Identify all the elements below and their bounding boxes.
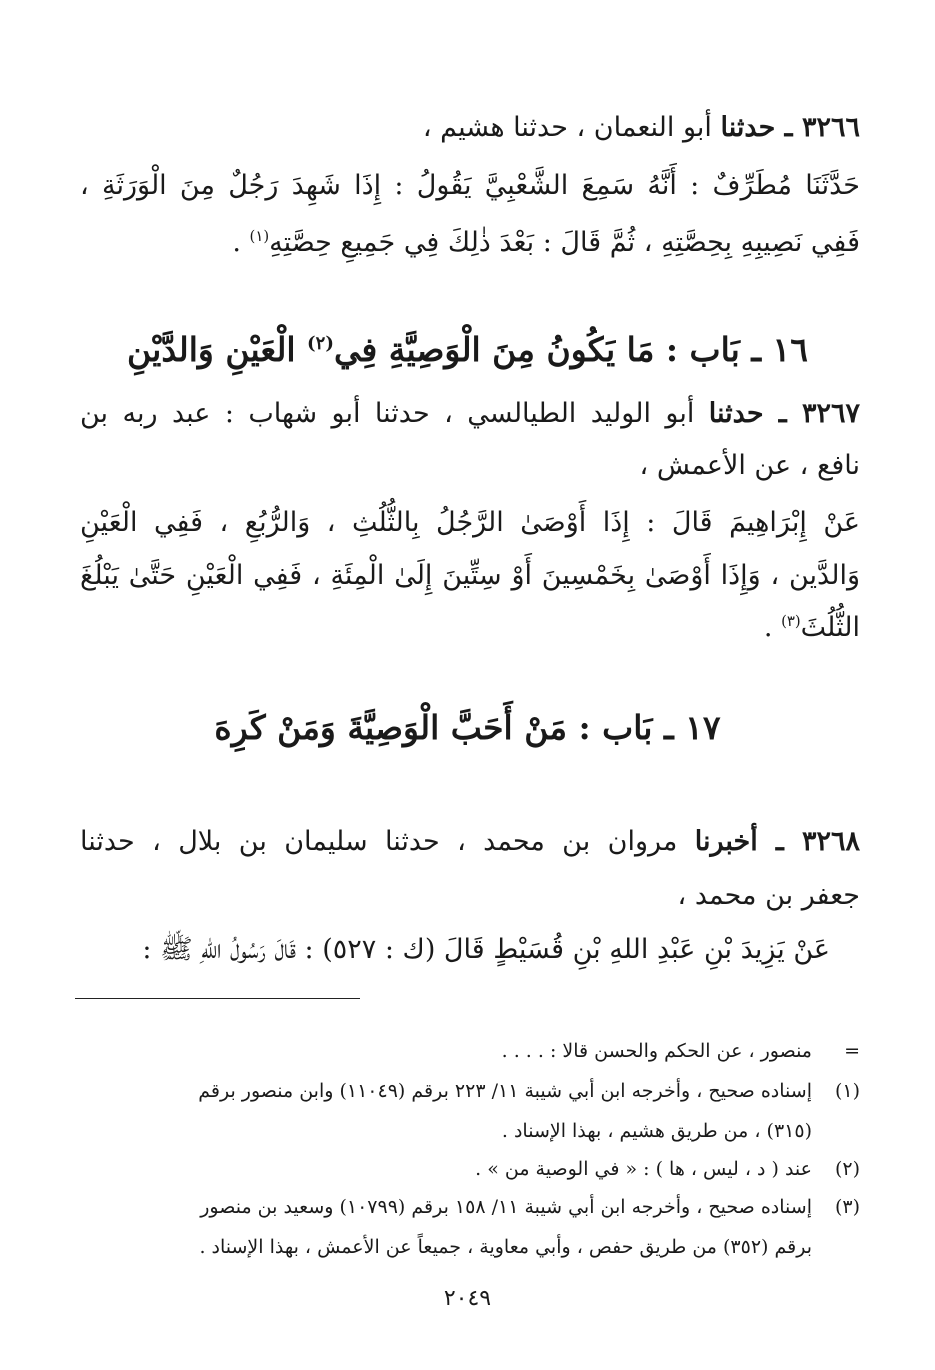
footnote-number: (٢) bbox=[834, 1158, 860, 1180]
hadith-3267-matn-line-2: وَالدَّين ، وَإِذَا أَوْصَىٰ بِخَمْسِينَ أَوْ سِتِّينَ إِلَىٰ الْمِئَةِ ، فَفِي الْعَيْنِ حَتَّىٰ يَبْلُغَ bbox=[80, 560, 860, 591]
footnote-number: (١) bbox=[834, 1080, 860, 1102]
hadith-3266-isnad-line-1: ٣٢٦٦ ـ حدثنا أبو النعمان ، حدثنا هشيم ، bbox=[422, 112, 860, 143]
footnote-1-line-1: (١) إسناده صحيح ، وأخرجه ابن أبي شيبة ١١/ ٢٢٣ برقم (١١٠٤٩) وابن منصور برقم bbox=[198, 1080, 860, 1102]
hadith-number: ٣٢٦٦ ـ حدثنا bbox=[720, 112, 860, 143]
footnote-1-line-2: (٣١٥) ، من طريق هشيم ، بهذا الإسناد . bbox=[501, 1120, 812, 1142]
hadith-3267-isnad-line-2: نافع ، عن الأعمش ، bbox=[639, 450, 860, 481]
footnote-ref: (٢) bbox=[307, 333, 334, 354]
footnote-2-line-1: (٢) عند ( د ، ليس ، ها ) : « في الوصية من » . bbox=[475, 1158, 860, 1180]
chapter-heading-16: ١٦ ـ بَاب : مَا يَكُونُ مِنَ الْوَصِيَّةِ فِي$^{(٢)}$ الْعَيْنِ وَالدَّيْنِ bbox=[127, 330, 808, 369]
hadith-3267-isnad-line-1: ٣٢٦٧ ـ حدثنا أبو الوليد الطيالسي ، حدثنا أبو شهاب : عبد ربه بن bbox=[80, 398, 860, 429]
continuation-marker: = bbox=[844, 1040, 860, 1062]
footnote-ref: (٣) bbox=[781, 612, 801, 630]
hadith-3268-isnad-line-2: جعفر بن محمد ، bbox=[677, 880, 860, 911]
page-number: ٢٠٤٩ bbox=[443, 1286, 492, 1311]
hadith-3266-matn-line-1: حَدَّثَنَا مُطَرِّفٌ : أَنَّهُ سَمِعَ الشَّعْبِيَّ يَقُولُ : إِذَا شَهِدَ رَجُلٌ مِنَ الْوَرَثَةِ ، bbox=[80, 170, 860, 201]
chapter-heading-17: ١٧ ـ بَاب : مَنْ أَحَبَّ الْوَصِيَّةَ وَمَنْ كَرِهَ bbox=[214, 708, 721, 747]
footnote-number: (٣) bbox=[834, 1196, 860, 1218]
hadith-3268-isnad-line-1: ٣٢٦٨ ـ أخبرنا مروان بن محمد ، حدثنا سليمان بن بلال ، حدثنا bbox=[80, 826, 860, 857]
footnote-3-line-2: برقم (٣٥٢) من طريق حفص ، وأبي معاوية ، جميعاً عن الأعمش ، بهذا الإسناد . bbox=[199, 1236, 812, 1258]
hadith-3266-matn-line-2: فَفِي نَصِيبِهِ بِحِصَّتِهِ ، ثُمَّ قَالَ : بَعْدَ ذٰلِكَ فِي جَمِيعِ حِصَّتِهِ$^{(١)}$ . bbox=[232, 227, 860, 258]
hadith-3267-matn-line-3: الثُّلُثَ$^{(٣)}$ . bbox=[763, 612, 860, 643]
footnote-ref: (١) bbox=[249, 227, 270, 245]
footnote-3-line-1: (٣) إسناده صحيح ، وأخرجه ابن أبي شيبة ١١/ ١٥٨ برقم (١٠٧٩٩) وسعيد بن منصور bbox=[200, 1196, 860, 1218]
hadith-3268-matn-line-1: عَنْ يَزِيدَ بْنِ عَبْدِ اللهِ بْنِ قُسَيْطٍ قَالَ (ك : ٥٢٧) : قَالَ رَسُولُ اللهِ ﷺ : bbox=[142, 934, 830, 965]
hadith-number: ٣٢٦٨ ـ أخبرنا bbox=[694, 826, 860, 857]
footnote-continued: = منصور ، عن الحكم والحسن قالا : . . . . bbox=[501, 1040, 860, 1062]
hadith-3267-matn-line-1: عَنْ إِبْرَاهِيمَ قَالَ : إِذَا أَوْصَىٰ الرَّجُلُ بِالثُّلُثِ ، وَالرُّبُعِ ، فَفِي الْعَيْنِ bbox=[80, 507, 860, 538]
hadith-number: ٣٢٦٧ ـ حدثنا bbox=[708, 398, 860, 429]
footnote-separator bbox=[75, 998, 360, 999]
